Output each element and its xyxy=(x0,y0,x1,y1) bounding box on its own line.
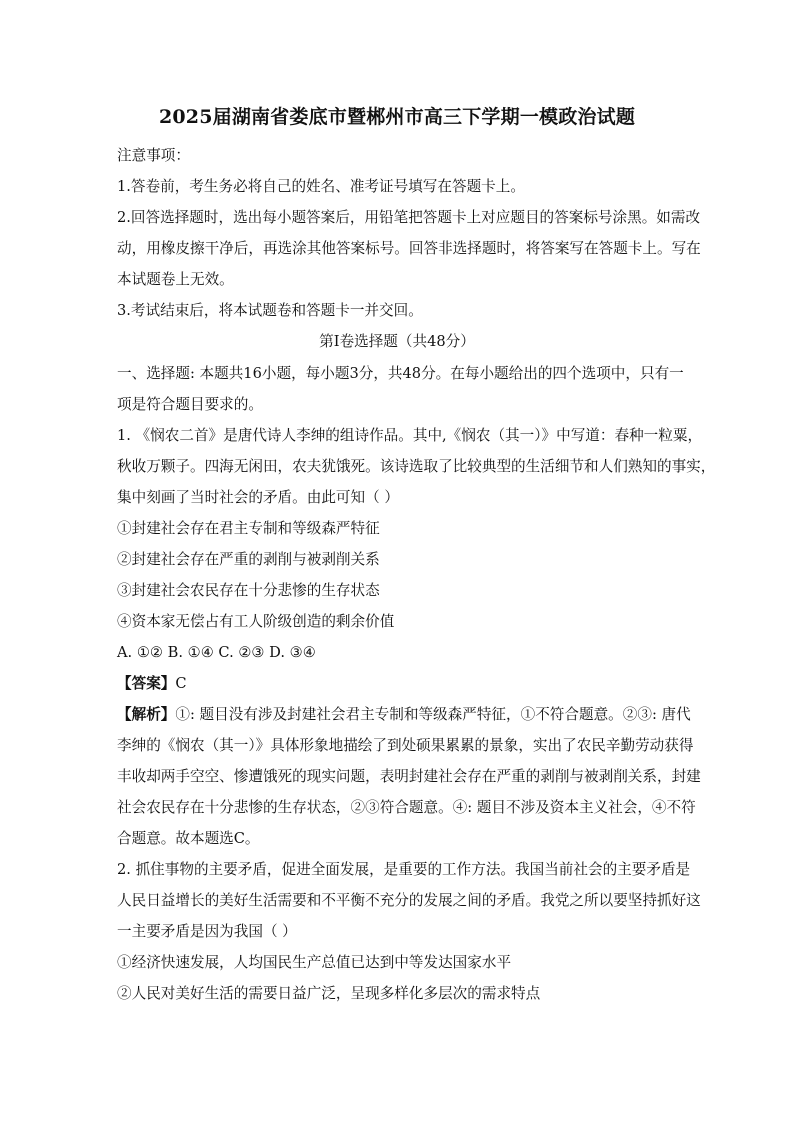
notice-item-2-line-1: 2.回答选择题时，选出每小题答案后，用铅笔把答题卡上对应题目的答案标号涂黑。如需改 xyxy=(117,209,701,226)
notice-heading: 注意事项： xyxy=(117,147,190,164)
notice-item-1: 1.答卷前，考生务必将自己的姓名、准考证号填写在答题卡上。 xyxy=(117,178,525,195)
q1-stem-line-2: 秋收万颗子。四海无闲田，农夫犹饿死。该诗选取了比较典型的生活细节和人们熟知的事实， xyxy=(117,458,716,475)
q1-analysis-line-2: 李绅的《悯农（其一）》具体形象地描绘了到处硕果累累的景象，实出了农民辛勤劳动获得 xyxy=(117,737,694,754)
q1-analysis-line-5: 合题意。故本题选C。 xyxy=(117,830,260,847)
answer-value: C xyxy=(175,675,187,692)
q2-option-2: ②人民对美好生活的需要日益广泛，呈现多样化多层次的需求特点 xyxy=(117,985,541,1002)
q1-option-3: ③封建社会农民存在十分悲惨的生存状态 xyxy=(117,582,380,599)
page-title: 2025届湖南省娄底市暨郴州市高三下学期一模政治试题 xyxy=(158,106,636,128)
q2-stem-line-2: 人民日益增长的美好生活需要和不平衡不充分的发展之间的矛盾。我党之所以要坚持抓好这 xyxy=(117,892,701,909)
q1-stem-line-1: 1. 《悯农二首》是唐代诗人李绅的组诗作品。其中,《悯农（其一）》中写道：春种一粒粟， xyxy=(117,427,703,444)
q1-option-2: ②封建社会存在严重的剥削与被剥削关系 xyxy=(117,551,380,568)
section-intro-line-2: 项是符合题目要求的。 xyxy=(117,396,263,413)
q1-option-1: ①封建社会存在君主专制和等级森严特征 xyxy=(117,520,380,537)
q1-choices: A. ①② B. ①④ C. ②③ D. ③④ xyxy=(117,644,316,661)
analysis-label: 【解析】 xyxy=(117,706,176,723)
notice-item-2-line-2: 动，用橡皮擦干净后，再选涂其他答案标号。回答非选择题时，将答案写在答题卡上。写在 xyxy=(117,240,701,257)
section-heading: 第I卷选择题（共48分） xyxy=(319,333,475,350)
section-intro-line-1: 一、选择题: 本题共16小题，每小题3分，共48分。在每小题给出的四个选项中，只有一 xyxy=(117,365,684,382)
q1-stem-line-3: 集中刻画了当时社会的矛盾。由此可知（ ） xyxy=(117,489,399,506)
q1-analysis-line-4: 社会农民存在十分悲惨的生存状态，②③符合题意。④: 题目不涉及资本主义社会，④不符 xyxy=(117,799,696,816)
answer-label: 【答案】 xyxy=(117,675,176,692)
q1-option-4: ④资本家无偿占有工人阶级创造的剩余价值 xyxy=(117,613,395,630)
q2-stem-line-3: 一主要矛盾是因为我国（ ） xyxy=(117,923,297,940)
analysis-text: ①: 题目没有涉及封建社会君主专制和等级森严特征，①不符合题意。②③: 唐代 xyxy=(175,706,691,723)
notice-item-3: 3.考试结束后，将本试题卷和答题卡一并交回。 xyxy=(117,302,423,319)
q2-stem-line-1: 2. 抓住事物的主要矛盾，促进全面发展，是重要的工作方法。我国当前社会的主要矛盾是 xyxy=(117,861,691,878)
q1-answer xyxy=(117,674,187,694)
notice-item-2-line-3: 本试题卷上无效。 xyxy=(117,271,234,288)
q1-analysis-line-3: 丰收却两手空空、惨遭饿死的现实问题，表明封建社会存在严重的剥削与被剥削关系，封建 xyxy=(117,768,701,785)
q2-option-1: ①经济快速发展，人均国民生产总值已达到中等发达国家水平 xyxy=(117,954,512,971)
q1-analysis-line-1 xyxy=(117,705,691,725)
